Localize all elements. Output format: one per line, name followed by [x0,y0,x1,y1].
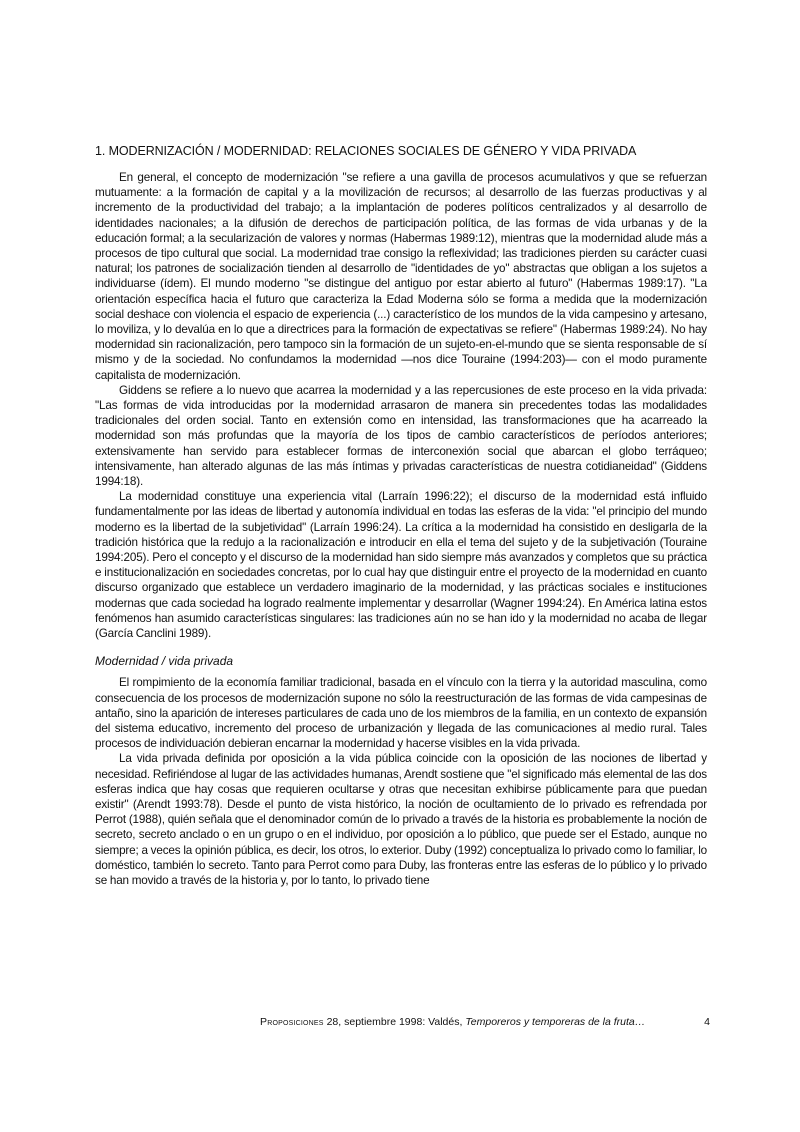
section-body [95,170,707,641]
footer-journal-name: Proposiciones [260,1016,324,1028]
paragraph: Giddens se refiere a lo nuevo que acarrea la modernidad y a las repercusiones de este proceso en la vida privada: "Las formas de vida introducidas por la modernidad arrasaron de manera sin precedentes todas las modalidades tradicionales del orden social. Tanto en extensión como en intensidad, las transformaciones que ha acarreado la modernidad son más profundas que la mayoría de los tipos de cambio característicos de períodos anteriores; extensivamente han servido para establecer formas de interconexión social que abarcan el globo terráqueo; intensivamente, han alterado algunas de las más íntimas y privadas características de nuestra cotidianeidad" (Giddens 1994:18). [95,383,707,489]
footer-issue-info: 28, septiembre 1998: Valdés, [323,1016,466,1028]
subsection-body [95,675,707,888]
paragraph: En general, el concepto de modernización "se refiere a una gavilla de procesos acumulativos y que se refuerzan mutuamente: a la formación de capital y a la movilización de recursos; al desarrollo de las fuerzas productivas y al incremento de la productividad del trabajo; a la implantación de poderes políticos centralizados y al desarrollo de identidades nacionales; a la difusión de derechos de participación política, de las formas de vida urbanas y de la educación formal; a la secularización de valores y normas (Habermas 1989:12), mientras que la modernidad alude más a procesos de tipo cultural que social. La modernidad trae consigo la reflexividad; las tradiciones pierden su carácter cuasi natural; los patrones de socialización tienden al desarrollo de "identidades de yo" abstractas que obligan a los sujetos a individuarse (ídem). El mundo moderno "se distingue del antiguo por estar abierto al futuro" (Habermas 1989:17). "La orientación específica hacia el futuro que caracteriza la Edad Moderna sólo se forma a medida que la modernización social deshace con violencia el espacio de experiencia (...) característico de los mundos de la vida campesino y artesano, lo moviliza, y lo devalúa en lo que a directrices para la formación de expectativas se refiere" (Habermas 1989:24). No hay modernidad sin racionalización, pero tampoco sin la formación de un sujeto-en-el-mundo que se sienta responsable de sí mismo y de la sociedad. No confundamos la modernidad —nos dice Touraine (1994:203)— con el modo puramente capitalista de modernización. [95,171,707,382]
page-footer [260,1015,710,1029]
page-number: 4 [704,1016,710,1028]
subsection-heading: Modernidad / vida privada [95,654,234,669]
paragraph: La modernidad constituye una experiencia vital (Larraín 1996:22); el discurso de la modernidad está influido fundamentalmente por las ideas de libertad y autonomía individual en todas las esferas de la vida: "el principio del mundo moderno es la libertad de la subjetividad" (Larraín 1996:24). La crítica a la modernidad ha consistido en desligarla de la tradición histórica que la redujo a la racionalización e introducir en ella el tema del sujeto y de la subjetivación (Touraine 1994:205). Pero el concepto y el discurso de la modernidad han sido siempre más avanzados y completos que su práctica e institucionalización en sociedades concretas, por lo cual hay que distinguir entre el proyecto de la modernidad en cuanto discurso organizado que establece un verdadero imaginario de la modernidad, y las prácticas sociales e instituciones modernas que cada sociedad ha logrado realmente implementar y desarrollar (Wagner 1994:24). En América latina estos fenómenos han asumido características singulares: las tradiciones aún no se han ido y la modernidad no acaba de llegar (García Canclini 1989). [95,490,707,641]
paragraph: El rompimiento de la economía familiar tradicional, basada en el vínculo con la tierra y la autoridad masculina, como consecuencia de los procesos de modernización supone no sólo la reestructuración de las formas de vida campesinas de antaño, sino la aparición de intereses particulares de cada uno de los miembros de la familia, en un contexto de expansión del sistema educativo, incremento del proceso de urbanización y llegada de las comunicaciones al medio rural. Tales procesos de individuación debieran encarnar la modernidad y hacerse visibles en la vida privada. [95,676,707,751]
document-page [95,143,707,888]
section-title: 1. MODERNIZACIÓN / MODERNIDAD: RELACIONES SOCIALES DE GÉNERO Y VIDA PRIVADA [95,144,637,158]
footer-article-title: Temporeros y temporeras de la fruta… [465,1016,646,1028]
paragraph: La vida privada definida por oposición a la vida pública coincide con la oposición de las nociones de libertad y necesidad. Refiriéndose al lugar de las actividades humanas, Arendt sostiene que "el significado más elemental de las dos esferas indica que hay cosas que requieren ocultarse y otras que necesitan exhibirse públicamente para que puedan existir" (Arendt 1993:78). Desde el punto de vista histórico, la noción de ocultamiento de lo privado es refrendada por Perrot (1988), quién señala que el denominador común de lo privado a través de la historia es probablemente la noción de secreto, secreto anclado o en un grupo o en el individuo, por oposición a lo público, que puede ser el Estado, aunque no siempre; a veces la opinión pública, es decir, los otros, lo exterior. Duby (1992) conceptualiza lo privado como lo familiar, lo doméstico, también lo secreto. Tanto para Perrot como para Duby, las fronteras entre las esferas de lo público y lo privado se han movido a través de la historia y, por lo tanto, lo privado tiene [95,752,707,887]
